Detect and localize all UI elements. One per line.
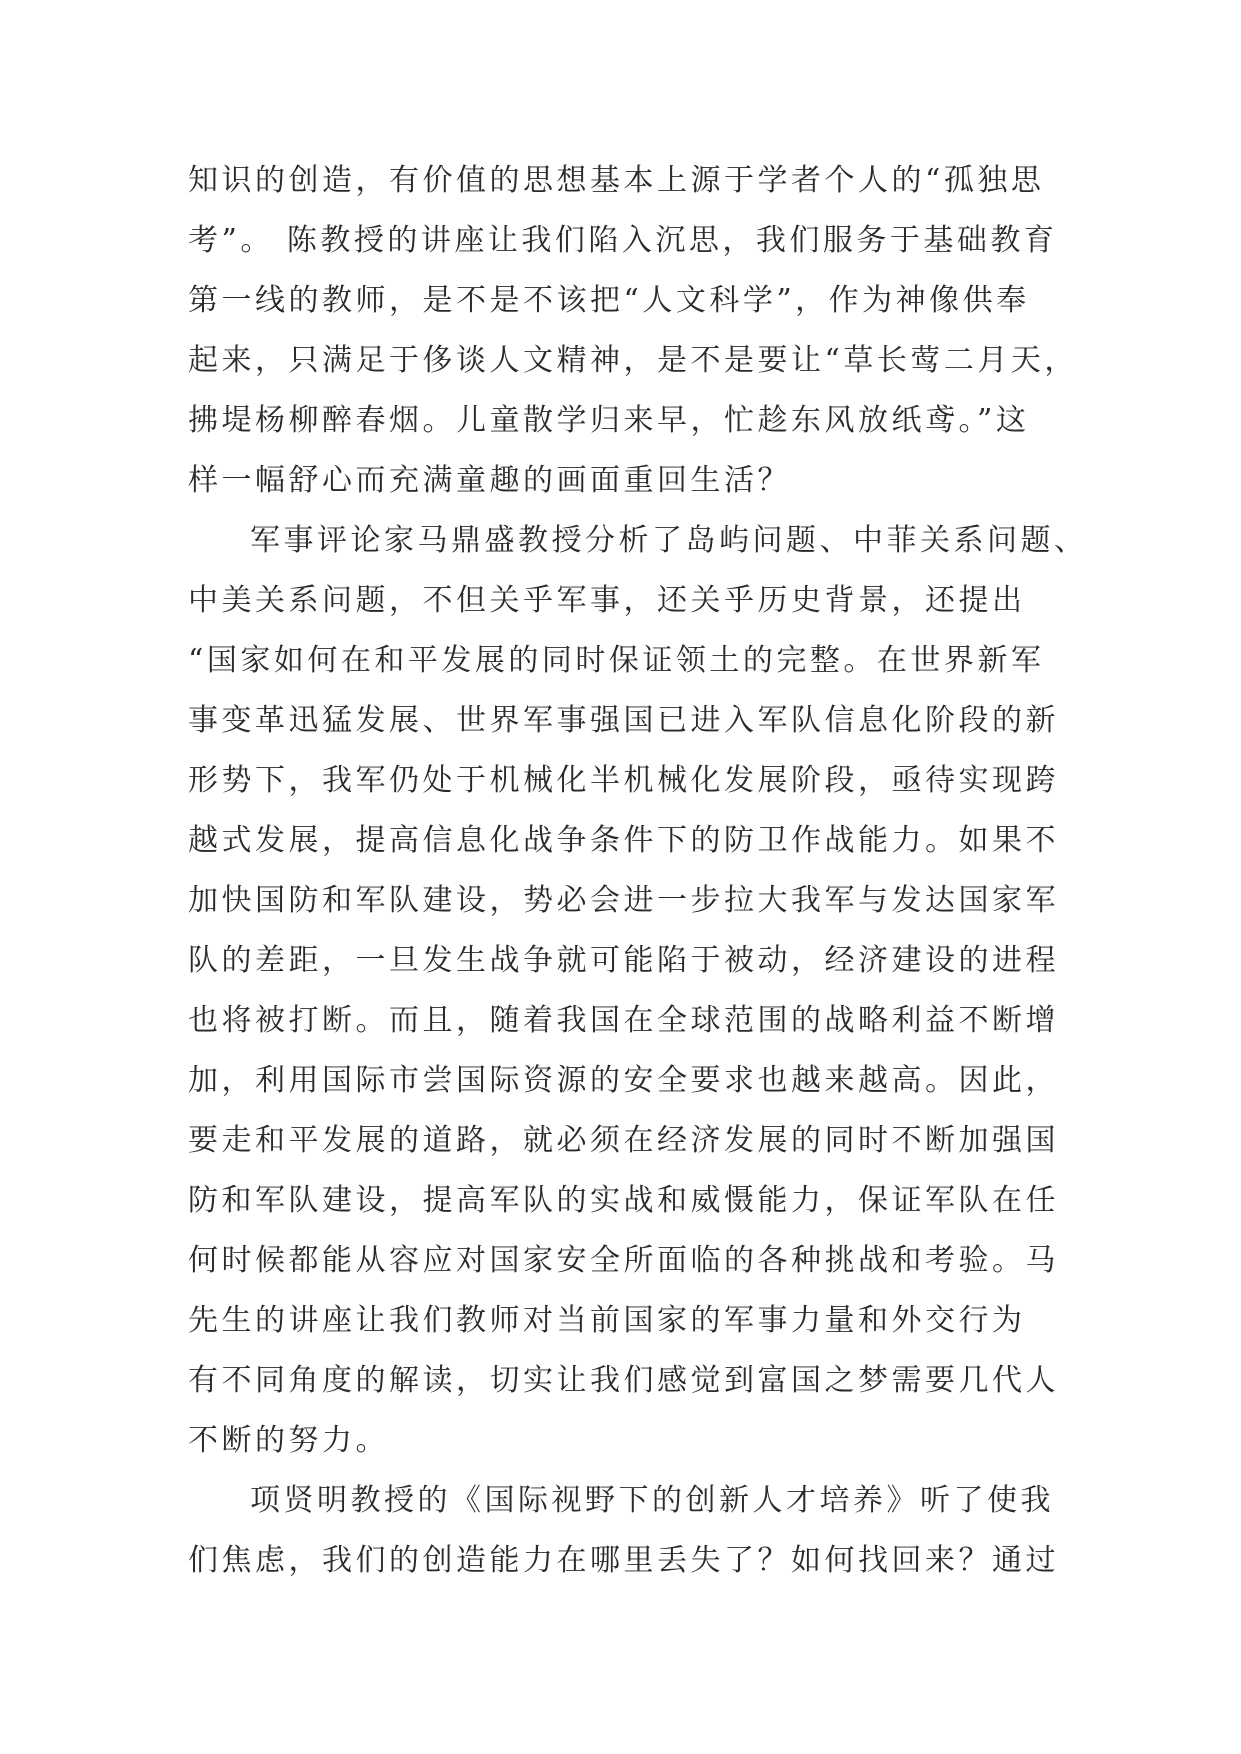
text-line: 起来，只满足于侈谈人文精神，是不是要让“草长莺二月天， <box>188 343 1078 378</box>
text-line: 防和军队建设，提高军队的实战和威慑能力，保证军队在任 <box>188 1183 1059 1218</box>
text-line: 拂堤杨柳醉春烟。儿童散学归来早，忙趁东风放纸鸢。”这 <box>188 403 1030 438</box>
text-line: 有不同角度的解读，切实让我们感觉到富国之梦需要几代人 <box>188 1363 1059 1398</box>
text-line: 要走和平发展的道路，就必须在经济发展的同时不断加强国 <box>188 1123 1059 1158</box>
text-line: 中美关系问题，不但关乎军事，还关乎历史背景，还提出 <box>188 583 1026 618</box>
text-line: 知识的创造，有价值的思想基本上源于学者个人的“孤独思 <box>188 163 1045 198</box>
text-line: 也将被打断。而且，随着我国在全球范围的战略利益不断增 <box>188 1003 1059 1038</box>
text-line: 越式发展，提高信息化战争条件下的防卫作战能力。如果不 <box>188 823 1059 858</box>
text-line: 何时候都能从容应对国家安全所面临的各种挑战和考验。马 <box>188 1243 1059 1278</box>
text-line: “国家如何在和平发展的同时保证领土的完整。在世界新军 <box>188 643 1045 678</box>
text-line: 事变革迅猛发展、世界军事强国已进入军队信息化阶段的新 <box>188 703 1059 738</box>
text-line: 不断的努力。 <box>188 1423 389 1458</box>
text-line: 考”。 陈教授的讲座让我们陷入沉思，我们服务于基础教育 <box>188 223 1058 258</box>
text-line: 样一幅舒心而充满童趣的画面重回生活？ <box>188 463 791 498</box>
text-line: 队的差距，一旦发生战争就可能陷于被动，经济建设的进程 <box>188 943 1059 978</box>
text-line: 加快国防和军队建设，势必会进一步拉大我军与发达国家军 <box>188 883 1059 918</box>
text-line: 先生的讲座让我们教师对当前国家的军事力量和外交行为 <box>188 1303 1026 1338</box>
text-line: 第一线的教师，是不是不该把“人文科学”，作为神像供奉 <box>188 283 1030 318</box>
text-line: 们焦虑，我们的创造能力在哪里丢失了？如何找回来？通过 <box>188 1543 1059 1578</box>
paragraph-2 <box>188 511 1088 1471</box>
text-line: 军事评论家马鼎盛教授分析了岛屿问题、中菲关系问题、 <box>250 523 1088 558</box>
text-line: 项贤明教授的《国际视野下的创新人才培养》听了使我 <box>250 1483 1054 1518</box>
text-line: 加，利用国际市尝国际资源的安全要求也越来越高。因此， <box>188 1063 1059 1098</box>
body-text <box>188 151 1088 1591</box>
paragraph-1 <box>188 151 1078 511</box>
paragraph-3 <box>188 1471 1059 1591</box>
text-line: 形势下，我军仍处于机械化半机械化发展阶段，亟待实现跨 <box>188 763 1059 798</box>
